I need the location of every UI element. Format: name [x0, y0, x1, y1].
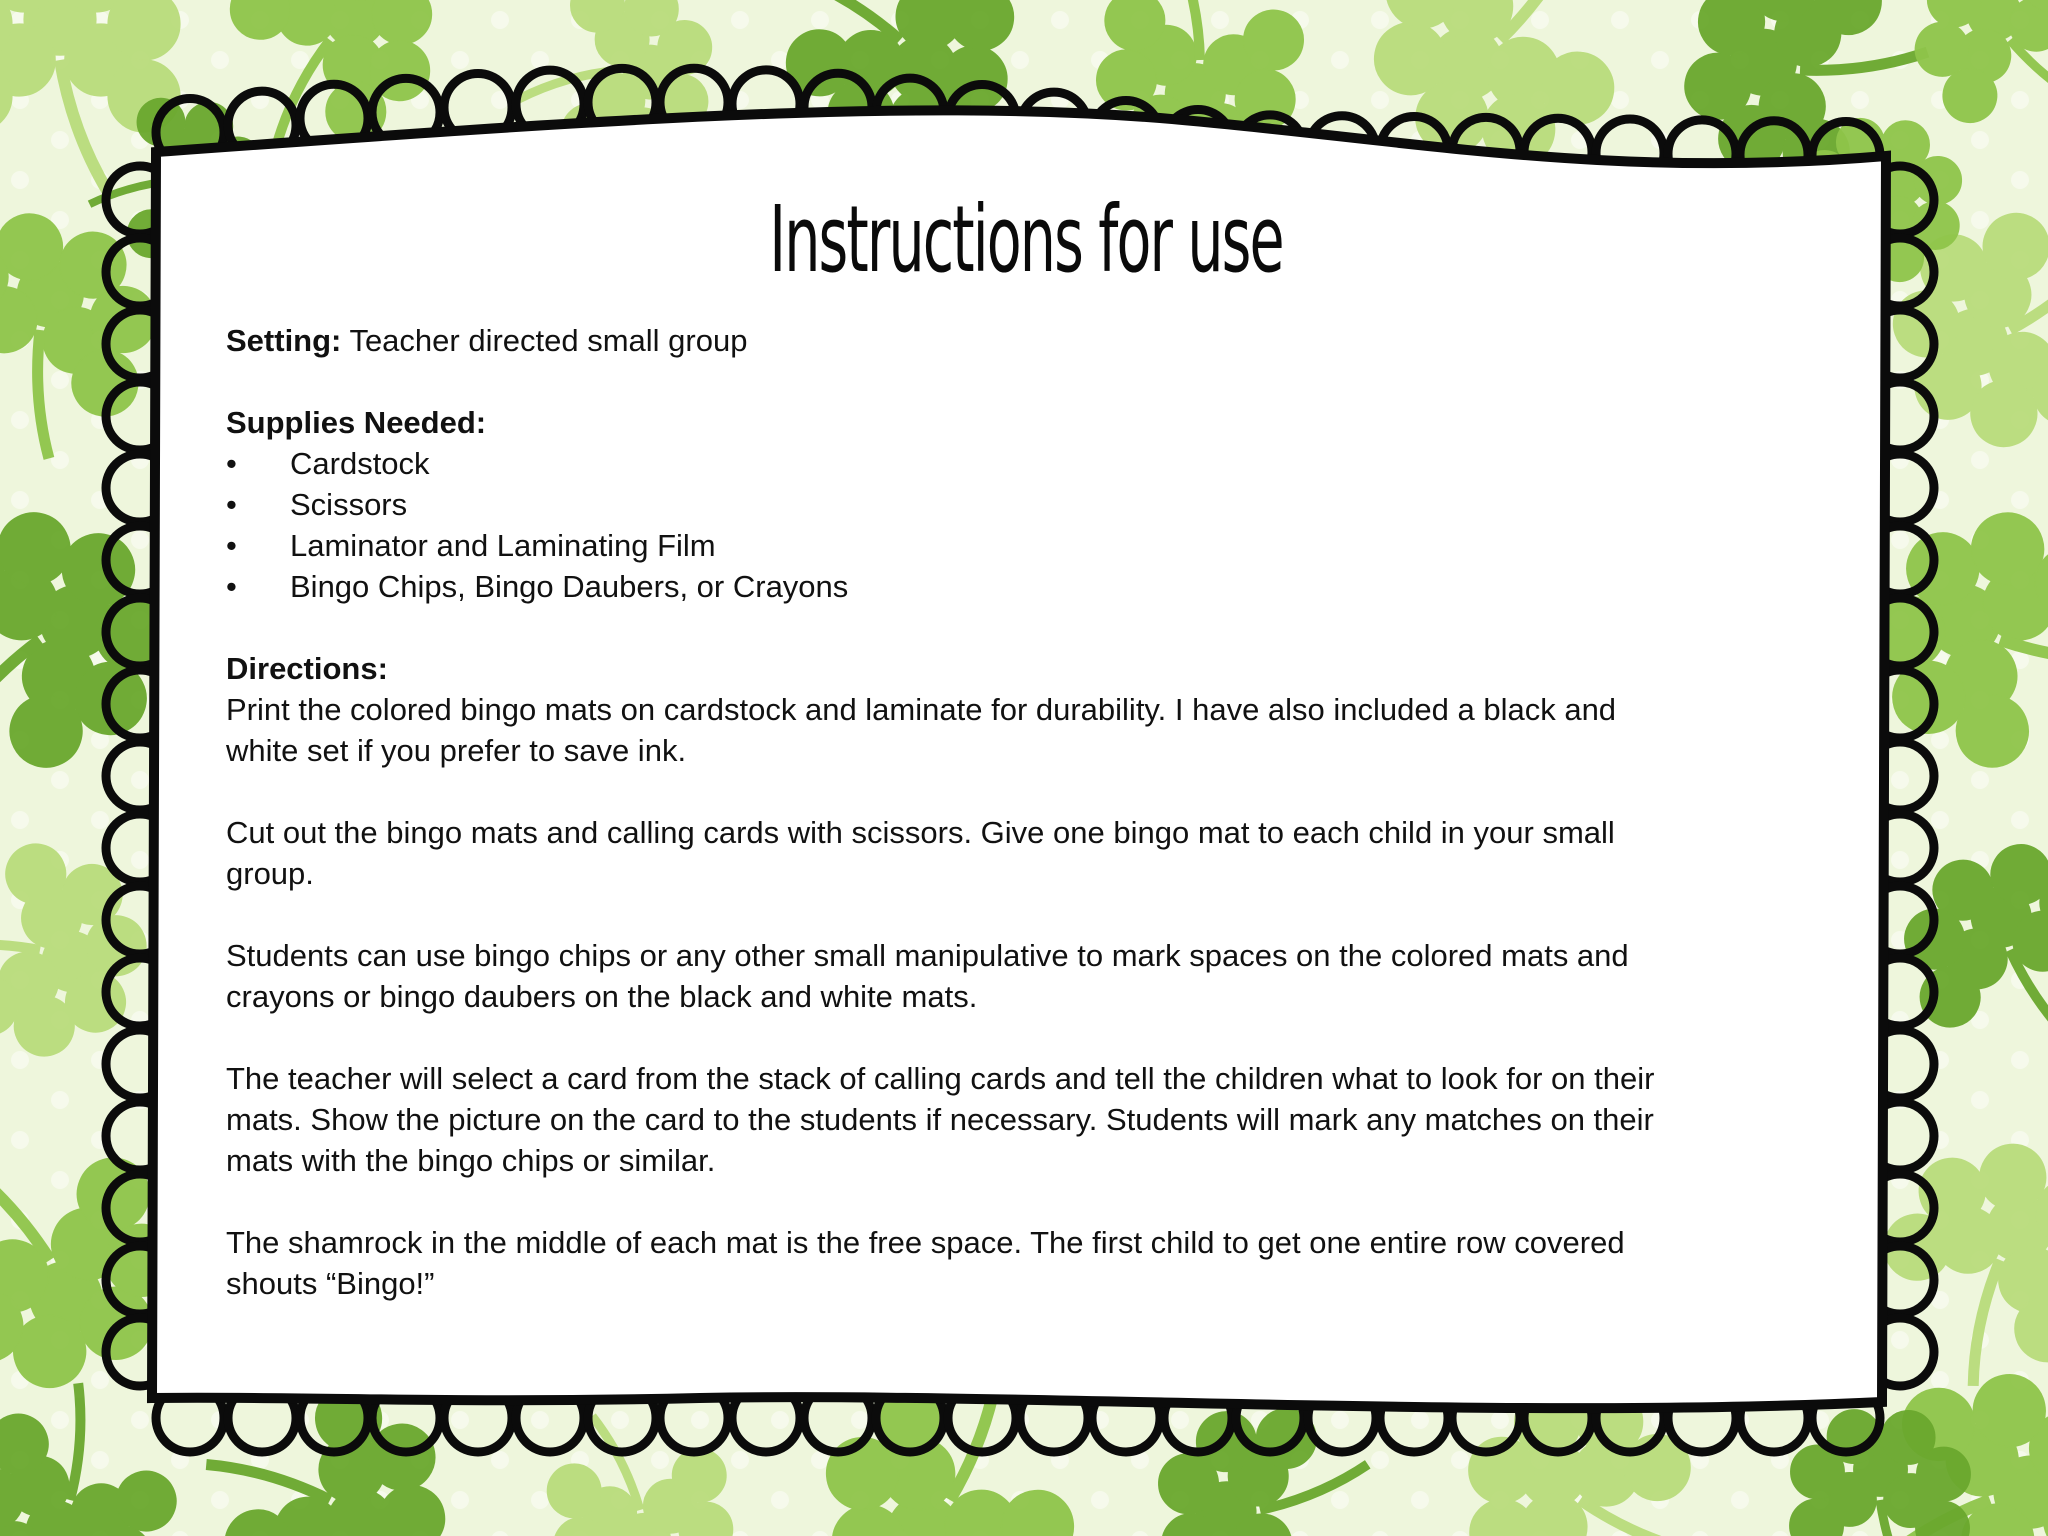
paragraph-line: white set if you prefer to save ink. [226, 733, 687, 768]
direction-paragraph [226, 689, 1826, 771]
direction-paragraph [226, 935, 1826, 1017]
instructions-body [226, 320, 1826, 1304]
direction-paragraph [226, 1058, 1826, 1181]
setting-value: Teacher directed small group [349, 323, 748, 358]
list-item [226, 566, 1826, 607]
paragraph-line: mats. Show the picture on the card to the students if necessary. Students will mark any matches on their [226, 1102, 1654, 1137]
supply-item: Bingo Chips, Bingo Daubers, or Crayons [290, 569, 849, 604]
list-item [226, 525, 1826, 566]
direction-paragraph [226, 1222, 1826, 1304]
bullet-icon: • [226, 569, 237, 604]
paragraph-line: crayons or bingo daubers on the black and white mats. [226, 979, 978, 1014]
list-item [226, 443, 1826, 484]
supplies-heading: Supplies Needed: [226, 405, 487, 440]
paragraph-line: The shamrock in the middle of each mat is the free space. The first child to get one entire row covered [226, 1225, 1625, 1260]
supply-item: Cardstock [290, 446, 430, 481]
bullet-icon: • [226, 487, 237, 522]
directions-heading: Directions: [226, 651, 388, 686]
direction-paragraph [226, 812, 1826, 894]
paragraph-line: mats with the bingo chips or similar. [226, 1143, 716, 1178]
paragraph-line: The teacher will select a card from the stack of calling cards and tell the children what to look for on their [226, 1061, 1655, 1096]
setting-label: Setting: [226, 323, 342, 358]
supply-item: Scissors [290, 487, 408, 522]
bullet-icon: • [226, 528, 237, 563]
paragraph-line: Print the colored bingo mats on cardstock and laminate for durability. I have also included a black and [226, 692, 1617, 727]
setting-line [226, 320, 1826, 361]
page-title: Instructions for use [769, 186, 1283, 293]
supply-item: Laminator and Laminating Film [290, 528, 716, 563]
bullet-icon: • [226, 446, 237, 481]
list-item [226, 484, 1826, 525]
paragraph-line: shouts “Bingo!” [226, 1266, 435, 1301]
paragraph-line: group. [226, 856, 314, 891]
paragraph-line: Students can use bingo chips or any other small manipulative to mark spaces on the colored mats and [226, 938, 1629, 973]
paragraph-line: Cut out the bingo mats and calling cards with scissors. Give one bingo mat to each child in your small [226, 815, 1615, 850]
